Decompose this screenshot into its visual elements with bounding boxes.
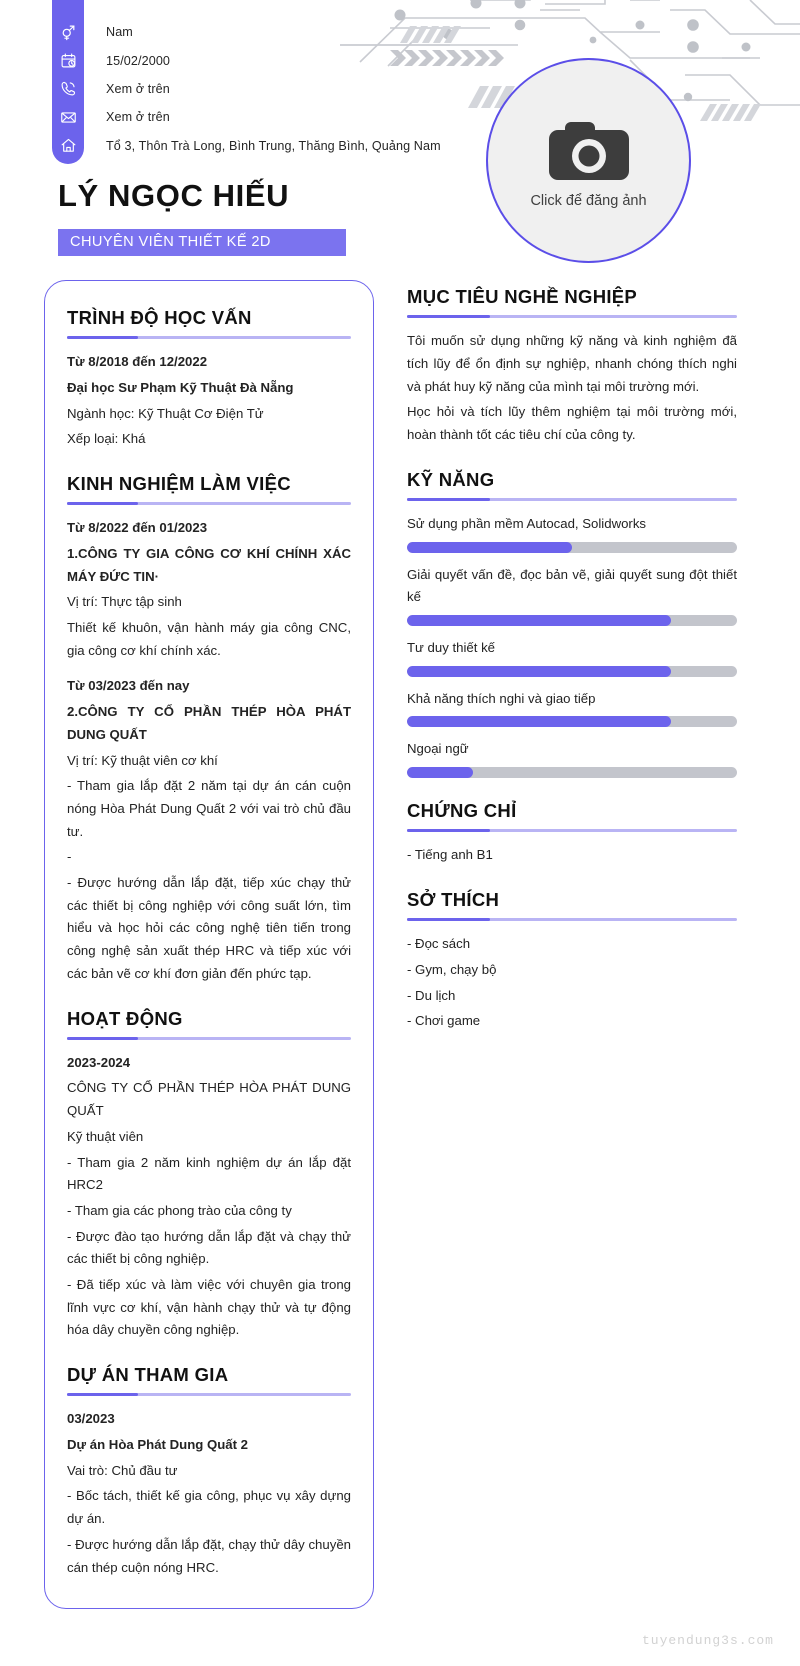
camera-icon: [541, 112, 637, 188]
activity-line: - Tham gia 2 năm kinh nghiệm dự án lắp đặt HRC2: [67, 1154, 351, 1193]
home-icon: [52, 137, 84, 154]
photo-upload-button[interactable]: [486, 58, 691, 263]
project-line: Dự án Hòa Phát Dung Quất 2: [67, 1437, 248, 1453]
contact-value-gender: Nam: [106, 25, 133, 40]
skill-item: [407, 637, 737, 677]
section-experience: [67, 473, 351, 986]
cv-body: [0, 270, 800, 1609]
experience-line: 1.CÔNG TY GIA CÔNG CƠ KHÍ CHÍNH XÁC MÁY ĐỨC TIN·: [67, 545, 351, 584]
section-title-objective: MỤC TIÊU NGHỀ NGHIỆP: [407, 286, 638, 307]
skill-bar-fill: [407, 716, 671, 727]
skill-label: Ngoại ngữ: [407, 741, 469, 757]
skill-item: [407, 688, 737, 728]
contact-value-birthdate: 15/02/2000: [106, 53, 171, 68]
cv-header: [0, 0, 800, 270]
hobby-item: - Du lịch: [407, 987, 456, 1003]
section-hobbies: [407, 889, 737, 1033]
phone-icon: [52, 80, 84, 97]
skill-bar-fill: [407, 615, 671, 626]
experience-line: Vị trí: Thực tập sinh: [67, 594, 182, 610]
contact-list: [52, 18, 441, 160]
section-rule: [407, 315, 737, 318]
experience-line: Từ 8/2022 đến 01/2023: [67, 520, 208, 536]
section-rule: [407, 918, 737, 921]
project-line: 03/2023: [67, 1411, 115, 1427]
job-title-badge: CHUYÊN VIÊN THIẾT KẾ 2D: [58, 229, 346, 256]
hobby-item: - Đọc sách: [407, 936, 471, 952]
section-title-certificates: CHỨNG CHỈ: [407, 800, 517, 822]
section-objective: [407, 286, 737, 447]
contact-item-gender: [52, 18, 441, 46]
section-certificates: [407, 800, 737, 867]
skill-bar-fill: [407, 666, 671, 677]
section-title-experience: KINH NGHIỆM LÀM VIỆC: [67, 473, 291, 494]
envelope-icon: [52, 109, 84, 126]
experience-line: Vị trí: Kỹ thuật viên cơ khí: [67, 752, 218, 768]
skill-bar-track: [407, 542, 737, 553]
section-title-activities: HOẠT ĐỘNG: [67, 1007, 183, 1029]
section-title-hobbies: SỞ THÍCH: [407, 889, 500, 910]
project-line: - Được hướng dẫn lắp đặt, chạy thử dây chuyền cán thép cuộn nóng HRC.: [67, 1536, 351, 1575]
skill-bar-fill: [407, 767, 473, 778]
hobby-item: - Chơi game: [407, 1013, 481, 1029]
skill-item: [407, 738, 737, 778]
experience-line: - Được hướng dẫn lắp đặt, tiếp xúc chạy thử các thiết bị công nghiệp với công suất lớn, tìm hiểu và học hỏi các công nghệ tiên tiến trong công nghệ sản xuất thép HRC và tiếp xúc với các bản vẽ cơ khí đơn giản đến phức tạp.: [67, 875, 351, 981]
skill-bar-track: [407, 767, 737, 778]
skill-bar-track: [407, 716, 737, 727]
section-title-education: TRÌNH ĐỘ HỌC VẤN: [67, 307, 252, 328]
contact-value-email: Xem ở trên: [106, 110, 170, 125]
skill-item: [407, 513, 737, 553]
activity-line: - Đã tiếp xúc và làm việc với chuyên gia trong lĩnh vực cơ khí, vận hành chạy thử và tự động hóa dây chuyền công nghiệp.: [67, 1277, 351, 1338]
contact-item-birthdate: [52, 46, 441, 74]
section-title-projects: DỰ ÁN THAM GIA: [67, 1364, 229, 1386]
section-activities: [67, 1008, 351, 1343]
skill-label: Sử dụng phần mềm Autocad, Solidworks: [407, 515, 647, 531]
section-rule: [67, 502, 351, 505]
certificate-item: - Tiếng anh B1: [407, 847, 493, 863]
section-rule: [67, 1393, 351, 1396]
section-projects: [67, 1364, 351, 1579]
experience-line: 2.CÔNG TY CỔ PHẦN THÉP HÒA PHÁT DUNG QUẤT: [67, 704, 351, 742]
candidate-name: LÝ NGỌC HIẾU: [58, 178, 290, 213]
section-rule: [67, 336, 351, 339]
skill-label: Tư duy thiết kế: [407, 640, 495, 655]
skill-label: Khả năng thích nghi và giao tiếp: [407, 690, 596, 706]
project-line: - Bốc tách, thiết kế gia công, phục vụ xây dựng dự án.: [67, 1488, 351, 1527]
activity-line: Kỹ thuật viên: [67, 1128, 144, 1144]
project-line: Vai trò: Chủ đầu tư: [67, 1462, 178, 1478]
experience-line: - Tham gia lắp đặt 2 năm tại dự án cán cuộn nóng Hòa Phát Dung Quất 2 với vai trò chủ đầu tư.: [67, 778, 351, 839]
photo-upload-label: Click để đăng ảnh: [530, 193, 647, 209]
education-line: Xếp loại: Khá: [67, 431, 146, 447]
activity-line: 2023-2024: [67, 1054, 131, 1070]
left-column-card: [44, 280, 374, 1609]
skill-item: [407, 564, 737, 626]
activity-line: - Tham gia các phong trào của công ty: [67, 1202, 292, 1218]
education-line: Đại học Sư Phạm Kỹ Thuật Đà Nẵng: [67, 379, 294, 395]
contact-item-address: [52, 132, 441, 160]
contact-value-address: Tổ 3, Thôn Trà Long, Bình Trung, Thăng Bình, Quảng Nam: [106, 138, 441, 153]
section-rule: [407, 829, 737, 832]
education-line: Ngành học: Kỹ Thuật Cơ Điện Tử: [67, 405, 264, 421]
section-education: [67, 307, 351, 451]
skill-bar-track: [407, 615, 737, 626]
activity-line: CÔNG TY CỔ PHẦN THÉP HÒA PHÁT DUNG QUẤT: [67, 1080, 351, 1119]
contact-value-phone: Xem ở trên: [106, 81, 170, 96]
experience-line: Từ 03/2023 đến nay: [67, 678, 190, 694]
section-skills: [407, 469, 737, 778]
hobby-item: - Gym, chạy bộ: [407, 961, 497, 977]
calendar-icon: [52, 52, 84, 69]
skill-bar-fill: [407, 542, 572, 553]
contact-item-phone: [52, 75, 441, 103]
education-line: Từ 8/2018 đến 12/2022: [67, 354, 208, 370]
contact-item-email: [52, 103, 441, 131]
experience-line: -: [67, 849, 72, 865]
right-column: [407, 280, 737, 1036]
section-rule: [67, 1037, 351, 1040]
gender-icon: [52, 24, 84, 41]
section-rule: [407, 498, 737, 501]
section-title-skills: KỸ NĂNG: [407, 468, 495, 490]
site-watermark: tuyendung3s.com: [641, 1633, 774, 1648]
skill-label: Giải quyết vấn đề, đọc bản vẽ, giải quyết sung đột thiết kế: [407, 566, 737, 605]
skill-bar-track: [407, 666, 737, 677]
objective-paragraph: Tôi muốn sử dụng những kỹ năng và kinh nghiệm đã tích lũy để ổn định sự nghiệp, nhanh chóng thích nghi và phát huy kỹ năng của mình tại môi trường mới.: [407, 333, 737, 394]
objective-paragraph: Học hỏi và tích lũy thêm nghiệm tại môi trường mới, hoàn thành tốt các tiêu chí của công ty.: [407, 404, 737, 442]
experience-line: Thiết kế khuôn, vận hành máy gia công CNC, gia công cơ khí chính xác.: [67, 620, 351, 658]
activity-line: - Được đào tạo hướng dẫn lắp đặt và chạy thử các thiết bị công nghiệp.: [67, 1228, 351, 1267]
